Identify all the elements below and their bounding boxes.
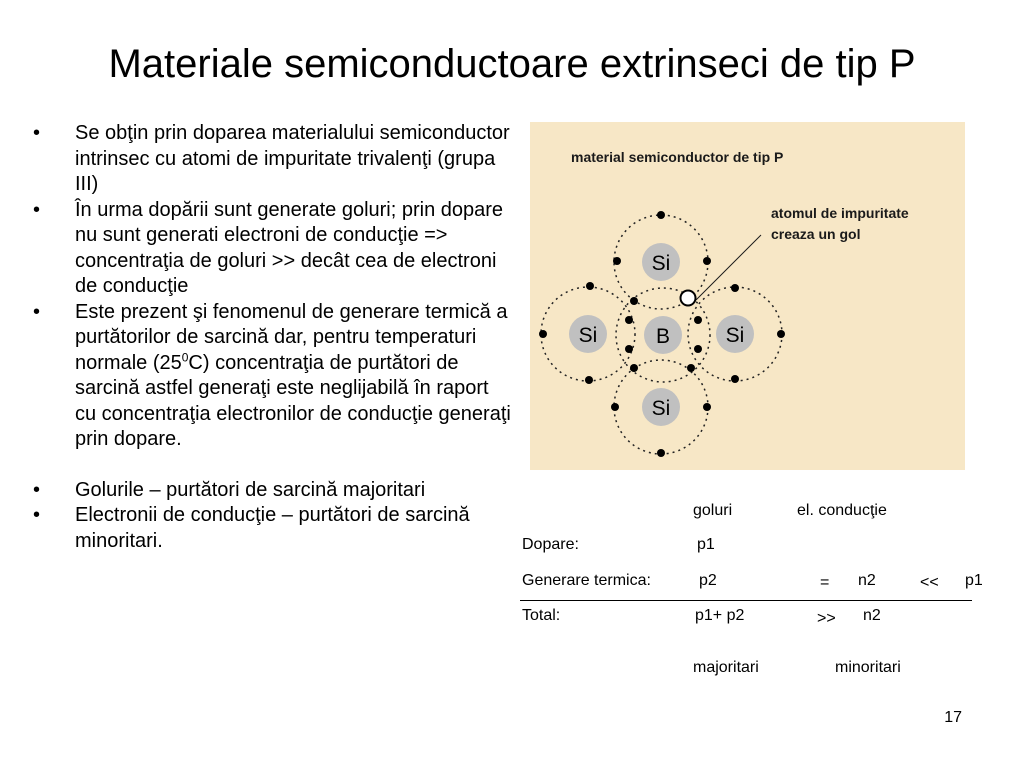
electron bbox=[611, 403, 619, 411]
electron bbox=[613, 257, 621, 265]
bullet-text: În urma dopării sunt generate goluri; prin dopare nu sunt generati electroni de conducţie => concentraţia de goluri >> decât cea de electroni de conducţie bbox=[75, 198, 504, 297]
electron bbox=[586, 282, 594, 290]
atom-top bbox=[642, 243, 680, 281]
row-generare-equals: = bbox=[820, 574, 830, 591]
bullet-marker: • bbox=[33, 504, 41, 526]
electron bbox=[657, 449, 665, 457]
col-header-goluri: goluri bbox=[693, 502, 733, 519]
electron bbox=[539, 330, 547, 338]
annotation-pointer bbox=[696, 235, 761, 300]
electron bbox=[630, 297, 638, 305]
bullet-marker: • bbox=[33, 122, 41, 144]
atom-symbol: Si bbox=[651, 397, 671, 420]
bullet-marker: • bbox=[33, 198, 41, 221]
annotation-line-2: creaza un gol bbox=[771, 226, 861, 242]
row-total-compare: >> bbox=[817, 610, 836, 627]
atom-symbol: Si bbox=[651, 252, 671, 275]
slide-title: Materiale semiconductoare extrinseci de tip P bbox=[108, 42, 916, 86]
bullet-item bbox=[33, 300, 513, 453]
bullet-marker: • bbox=[33, 300, 41, 323]
col-header-el-conductie: el. conducţie bbox=[797, 502, 887, 519]
atom-symbol: Si bbox=[578, 324, 598, 347]
electron bbox=[703, 403, 711, 411]
page-number: 17 bbox=[944, 709, 962, 726]
electron bbox=[731, 375, 739, 383]
bullet-text-part: C) concentraţia de purtători de sarcină astfel generaţi este neglijabilă în raport cu concentraţia electronilor de conducţie generaţi prin dopare. bbox=[75, 351, 511, 450]
bullet-text: Golurile – purtători de sarcină majoritari bbox=[75, 478, 426, 501]
atom-bottom bbox=[642, 388, 680, 426]
bullet-text: Se obţin prin doparea materialului semiconductor intrinsec cu atomi de impuritate trivalenţi (grupa III) bbox=[75, 122, 510, 195]
bullet-list bbox=[33, 121, 513, 554]
p-type-lattice-figure bbox=[530, 122, 965, 470]
row-generare-goluri: p2 bbox=[699, 572, 717, 589]
table-divider bbox=[520, 600, 972, 601]
electron bbox=[625, 316, 633, 324]
electron bbox=[585, 376, 593, 384]
row-generare-label: Generare termica: bbox=[522, 572, 651, 589]
electron bbox=[703, 257, 711, 265]
row-total-el: n2 bbox=[863, 607, 881, 624]
atom-symbol: B bbox=[655, 325, 671, 348]
row-dopare-label: Dopare: bbox=[522, 536, 579, 553]
row-generare-el: n2 bbox=[858, 572, 876, 589]
bullet-item bbox=[33, 478, 513, 504]
atom-center bbox=[644, 316, 682, 354]
figure-title: material semiconductor de tip P bbox=[571, 149, 784, 165]
row-dopare-goluri: p1 bbox=[697, 536, 715, 553]
electron bbox=[731, 284, 739, 292]
lattice-diagram bbox=[530, 122, 965, 470]
bullet-item bbox=[33, 121, 513, 198]
electron bbox=[694, 345, 702, 353]
bullet-item bbox=[33, 503, 513, 554]
electron bbox=[694, 316, 702, 324]
electron bbox=[687, 364, 695, 372]
atom-left bbox=[569, 315, 607, 353]
degree-superscript: 0 bbox=[181, 349, 189, 364]
electron bbox=[777, 330, 785, 338]
bullet-marker: • bbox=[33, 478, 41, 501]
row-generare-compare: << bbox=[920, 574, 939, 591]
electron bbox=[625, 345, 633, 353]
row-total-goluri: p1+ p2 bbox=[695, 607, 745, 624]
atom-symbol: Si bbox=[725, 324, 745, 347]
hole-marker bbox=[681, 291, 696, 306]
bullet-text: Electronii de conducţie – purtători de sarcină minoritari. bbox=[75, 504, 470, 552]
electron bbox=[657, 211, 665, 219]
electron bbox=[630, 364, 638, 372]
atom-right bbox=[716, 315, 754, 353]
row-total-label: Total: bbox=[522, 607, 561, 624]
bullet-text-part: Este prezent şi fenomenul de generare termică a purtătorilor de sarcină dar, pentru temperaturi normale (25 bbox=[75, 300, 508, 374]
bullet-item bbox=[33, 198, 513, 300]
foot-minoritari: minoritari bbox=[835, 659, 901, 676]
annotation-line-1: atomul de impuritate bbox=[771, 205, 909, 221]
foot-majoritari: majoritari bbox=[693, 659, 759, 676]
row-generare-ref: p1 bbox=[965, 572, 983, 589]
